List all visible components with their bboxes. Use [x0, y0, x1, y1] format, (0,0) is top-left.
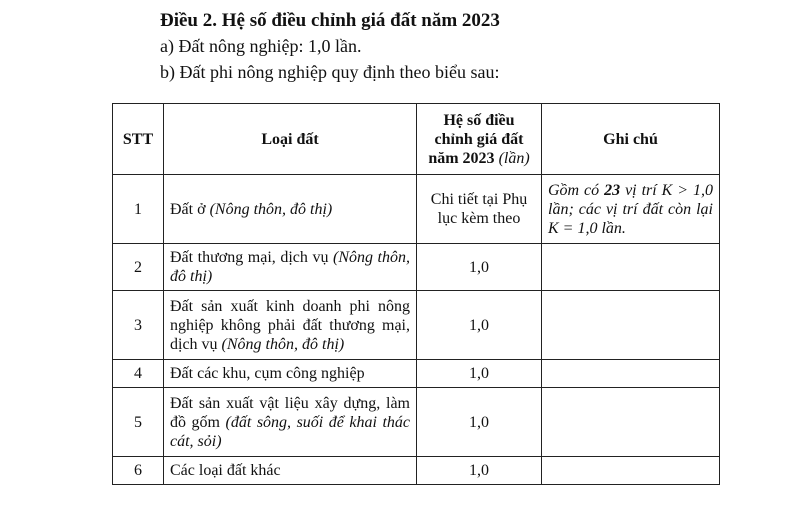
row-coefficient: 1,0 [417, 291, 542, 360]
note-count: 23 [604, 181, 621, 199]
land-type-text: Đất sản xuất kinh doanh phi nông nghiệp không phải đất thương mại, dịch vụ [170, 297, 410, 353]
land-type-qualifier: (Nông thôn, đô thị) [221, 335, 345, 353]
row-note [542, 360, 720, 388]
row-stt: 5 [113, 388, 164, 457]
note-suffix: vị trí K > 1,0 lần; các vị trí đất còn lại K = 1,0 lần. [548, 181, 714, 237]
land-type-qualifier: (đất sông, suối để khai thác cát, sỏi) [170, 413, 411, 450]
land-price-coefficient-table [112, 103, 720, 485]
table-row [113, 360, 720, 388]
header-coefficient-unit: (lần) [498, 149, 530, 167]
row-note [542, 175, 720, 244]
row-land-type [164, 360, 417, 388]
header-coefficient [417, 104, 542, 175]
row-stt: 2 [113, 244, 164, 291]
land-type-text: Các loại đất khác [170, 462, 281, 479]
header-land-type: Loại đất [164, 104, 417, 175]
row-coefficient: 1,0 [417, 457, 542, 485]
row-coefficient: 1,0 [417, 388, 542, 457]
note-prefix: Gồm có [548, 181, 600, 199]
header-note: Ghi chú [542, 104, 720, 175]
table-row [113, 388, 720, 457]
land-type-text: Đất sản xuất vật liệu xây dựng, làm đồ gốm [170, 394, 410, 431]
row-land-type [164, 388, 417, 457]
row-stt: 1 [113, 175, 164, 244]
row-land-type [164, 291, 417, 360]
note-text [548, 181, 713, 238]
row-note [542, 457, 720, 485]
paragraph-agricultural-land: a) Đất nông nghiệp: 1,0 lần. [160, 36, 362, 56]
row-coefficient: Chi tiết tại Phụ lục kèm theo [417, 175, 542, 244]
land-type-qualifier: (Nông thôn, đô thị) [209, 200, 333, 218]
land-type-text: Đất thương mại, dịch vụ [170, 249, 329, 266]
row-note [542, 291, 720, 360]
row-stt: 4 [113, 360, 164, 388]
table-row [113, 291, 720, 360]
row-land-type [164, 457, 417, 485]
land-type-text: Đất ở [170, 200, 206, 218]
row-land-type [164, 175, 417, 244]
table-row [113, 244, 720, 291]
article-title: Điều 2. Hệ số điều chỉnh giá đất năm 2023 [160, 10, 500, 31]
paragraph-non-agricultural-land: b) Đất phi nông nghiệp quy định theo biểu sau: [160, 62, 500, 82]
table-header-row [113, 104, 720, 175]
row-stt: 3 [113, 291, 164, 360]
land-type-qualifier: (Nông thôn, đô thị) [170, 249, 410, 285]
row-coefficient: 1,0 [417, 244, 542, 291]
land-type-text: Đất các khu, cụm công nghiệp [170, 365, 365, 382]
table-row [113, 457, 720, 485]
row-coefficient: 1,0 [417, 360, 542, 388]
header-coefficient-label: Hệ số điều chỉnh giá đất năm 2023 [428, 111, 524, 167]
row-note [542, 388, 720, 457]
row-land-type [164, 244, 417, 291]
row-stt: 6 [113, 457, 164, 485]
table-row [113, 175, 720, 244]
row-note [542, 244, 720, 291]
header-stt: STT [113, 104, 164, 175]
